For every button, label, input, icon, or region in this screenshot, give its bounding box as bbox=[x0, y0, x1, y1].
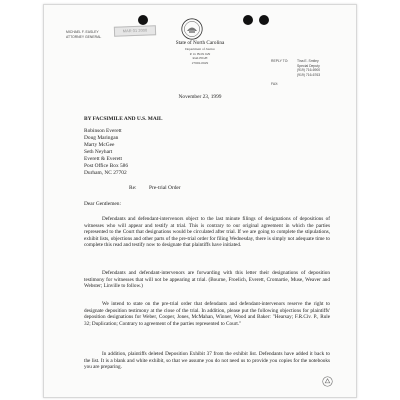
punch-hole-icon bbox=[138, 15, 148, 25]
letter-page bbox=[43, 4, 357, 398]
recipient-line: Marty McGee bbox=[84, 142, 115, 148]
letter-date: November 23, 1999 bbox=[178, 94, 222, 100]
body-paragraph: We intend to state on the pre-trial order that defendants and defendant-intervenors reserve the right to designate deposition testimony at the close of the trial. In addition, please put the following objections for plaintiffs' deposition designations for Weber, Cooper, Jones, McMahan, Winner, Wood and Baker: "Hearsay; F.R.Civ. P., Rule 32; Duplication; Contrary to agreement of the parties represented to Court." bbox=[84, 301, 330, 327]
body-paragraph: Defendants and defendant-intervenors are forwarding with this letter their designations of deposition testimony for witnesses that will not be appearing at trial. (Bourne, Froelich, Everett, Cromartie, Muse, Weaver and Webster; Linville to follow.) bbox=[84, 270, 330, 290]
reply-to-label: REPLY TO: bbox=[271, 59, 289, 63]
punch-hole-icon bbox=[259, 15, 269, 25]
attorney-general-title: ATTORNEY GENERAL bbox=[66, 34, 102, 39]
punch-hole-icon bbox=[243, 15, 253, 25]
contact-name: Tina E. Smiley bbox=[297, 59, 319, 63]
recipient-line: Seth Neyhart bbox=[84, 149, 113, 155]
received-stamp: MAR 01 2000 bbox=[114, 25, 156, 36]
zip-code: 27602-0629 bbox=[191, 60, 209, 65]
body-paragraph: In addition, plaintiffs deleted Deposition Exhibit 37 from the exhibit list. Defendants have added it back to the list. It is a blank and white exhibit, so that we assume you do not need us to provide you copies for the notebooks you are preparing. bbox=[84, 351, 330, 371]
recycle-icon bbox=[322, 376, 333, 387]
po-box: P. O. BOX 629 bbox=[189, 51, 211, 56]
recipient-line: Post Office Box 586 bbox=[84, 163, 129, 169]
recipient-line: Durham, NC 27702 bbox=[84, 170, 127, 176]
recipient-line: Robinson Everett bbox=[84, 128, 122, 134]
re-label: Re: bbox=[129, 185, 137, 191]
salutation: Dear Gentlemen: bbox=[84, 201, 121, 207]
department-name: Department of Justice bbox=[185, 47, 215, 51]
re-subject: Pre-trial Order bbox=[149, 185, 181, 191]
recipient-block bbox=[84, 128, 128, 177]
state-name: State of North Carolina bbox=[175, 40, 225, 46]
fax-label: FAX: bbox=[271, 82, 279, 86]
recipient-line: Doug Maringan bbox=[84, 135, 119, 141]
delivery-method: BY FACSIMILE AND U.S. MAIL bbox=[84, 116, 163, 122]
state-seal-icon bbox=[181, 18, 203, 40]
contact-title: Special Deputy bbox=[297, 63, 320, 68]
city: RALEIGH bbox=[192, 56, 208, 61]
attorney-general-name: MICHAEL F. EASLEY bbox=[66, 30, 99, 34]
body-paragraph: Defendants and defendant-intervenors object to the last minute filings of designations of depositions of witnesses who will appear and testify at trial. This is contrary to our original agreement in which the parties represented to the Court that designations would be circulated after trial. If we are going to complete the stipulations, exhibit lists, objections and other parts of the pre-trial order for filing Wednesday, there is simply not adequate time to complete this read and testify now to designate that plaintiffs have initiated. bbox=[84, 216, 330, 249]
fax-number: (919) 716-6763 bbox=[297, 72, 321, 77]
recipient-line: Everett & Everett bbox=[84, 156, 123, 162]
phone-number: (919) 716-6900 bbox=[297, 68, 321, 73]
